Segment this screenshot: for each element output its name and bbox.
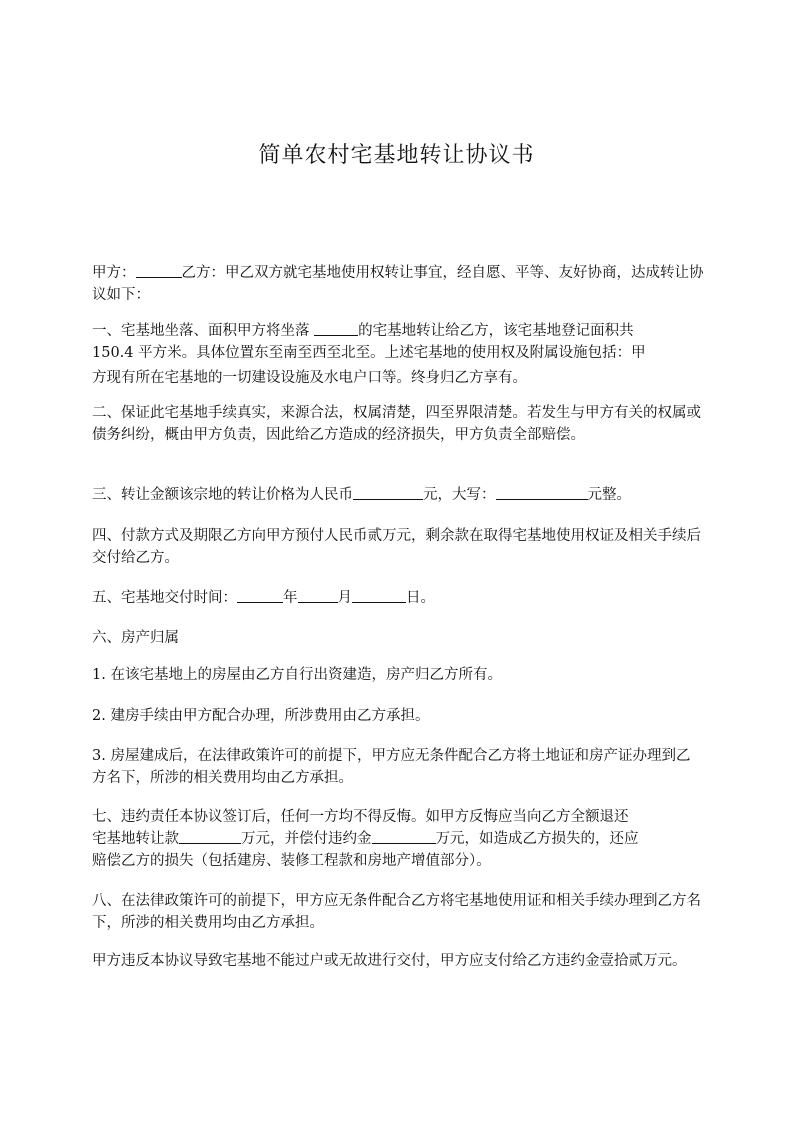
penalty-blank[interactable] [372,829,436,844]
location-text-b: 的宅基地转让给乙方，该宅基地登记面积共 [358,323,634,339]
paragraph-property-1: 1. 在该宅基地上的房屋由乙方自行出资建造，房产归乙方所有。 [92,667,502,683]
year-label: 年 [283,590,298,606]
document-title: 简单农村宅基地转让协议书 [258,143,535,168]
paragraph-guarantee: 二、保证此宅基地手续真实，来源合法，权属清楚，四至界限清楚。若发生与甲方有关的权属或债务纠纷，概由甲方负责，因此给乙方造成的经济损失，甲方负责全部赔偿。 [92,405,701,443]
paragraph-breach [92,806,704,872]
paragraph-transfer: 八、在法律政策许可的前提下，甲方应无条件配合乙方将宅基地使用证和相关手续办理到乙方名下，所涉的相关费用均由乙方承担。 [92,893,701,931]
paragraph-parties [92,262,704,306]
price-text-a: 三、转让金额该宗地的转让价格为人民币 [92,487,353,503]
breach-text-a: 七、违约责任本协议签订后，任何一方均不得反悔。如甲方反悔应当向乙方全额退还 [92,809,629,825]
breach-text-e: 赔偿乙方的损失（包括建房、装修工程款和房地产增值部分）。 [92,853,491,869]
refund-blank[interactable] [179,829,241,844]
month-label: 月 [337,590,352,606]
breach-text-b: 宅基地转让款 [92,831,179,847]
location-blank[interactable] [314,321,358,336]
month-blank[interactable] [298,588,338,603]
paragraph-property-heading: 六、房产归属 [92,630,179,646]
paragraph-location [92,320,704,392]
paragraph-property-3: 3. 房屋建成后，在法律政策许可的前提下，甲方应无条件配合乙方将土地证和房产证办理到乙方名下，所涉的相关费用均由乙方承担。 [92,748,691,786]
paragraph-property-2: 2. 建房手续由甲方配合办理，所涉费用由乙方承担。 [92,708,430,724]
breach-text-c: 万元，并偿付违约金 [241,831,372,847]
party-b-text: 乙方：甲乙双方就宅基地使用权转让事宜，经自愿、平等、友好协商，达成转让协议如下： [92,265,704,303]
paragraph-price [92,484,704,506]
location-text-a: 一、宅基地坐落、面积甲方将坐落 [92,323,315,339]
party-a-blank[interactable] [136,263,182,278]
year-blank[interactable] [237,588,283,603]
paragraph-payment: 四、付款方式及期限乙方向甲方预付人民币贰万元，剩余款在取得宅基地使用权证及相关手续后交付给乙方。 [92,528,701,566]
breach-text-d: 万元，如造成乙方损失的，还应 [435,831,639,847]
price-number-blank[interactable] [353,485,423,500]
price-text-b: 元，大写： [423,487,496,503]
party-a-label: 甲方： [92,265,136,281]
paragraph-delivery [92,587,704,609]
paragraph-penalty: 甲方违反本协议导致宅基地不能过户或无故进行交付，甲方应支付给乙方违约金壹拾贰万元。 [92,953,687,969]
day-label: 日。 [406,590,435,606]
price-text-c: 元整。 [587,487,631,503]
location-text-c: 150.4 平方米。具体位置东至南至西至北至。上述宅基地的使用权及附属设施包括：甲 [92,345,646,361]
delivery-text-a: 五、宅基地交付时间： [92,590,237,606]
day-blank[interactable] [352,588,406,603]
price-words-blank[interactable] [496,485,588,500]
location-text-d: 方现有所在宅基地的一切建设设施及水电户口等。终身归乙方享有。 [92,370,527,386]
